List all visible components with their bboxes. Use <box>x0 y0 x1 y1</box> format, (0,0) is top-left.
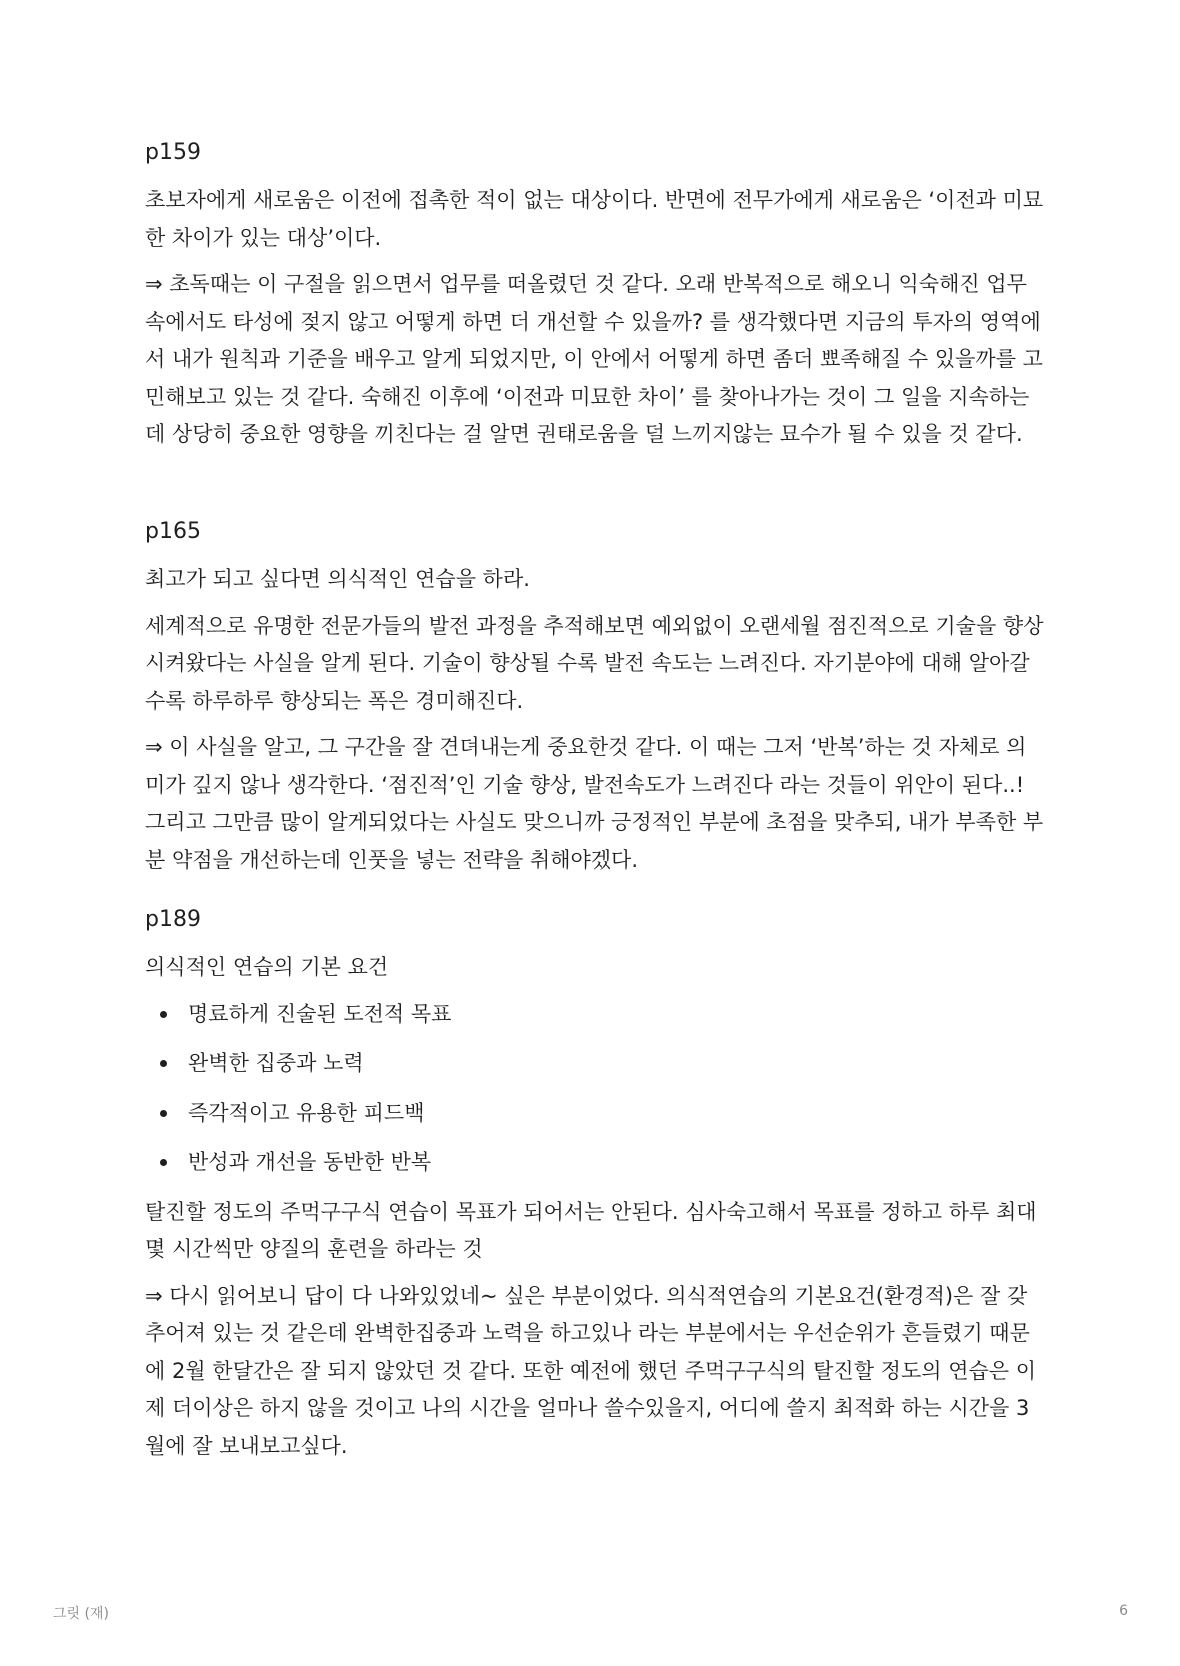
list-item-text: 완벽한 집중과 노력 <box>188 1051 364 1075</box>
list-intro: 의식적인 연습의 기본 요건 <box>145 955 389 979</box>
page-reference: p189 <box>145 907 201 932</box>
quote-paragraph: 탈진할 정도의 주먹구구식 연습이 목표가 되어서는 안된다. 심사숙고해서 목표를 정하고 하루 최대 몇 시간씩만 양질의 훈련을 하라는 것 <box>145 1199 1037 1261</box>
bullet-icon <box>160 1011 167 1018</box>
quote-paragraph: 초보자에게 새로움은 이전에 접촉한 적이 없는 대상이다. 반면에 전무가에게 새로움은 ‘이전과 미묘한 차이가 있는 대상’이다. <box>145 188 1044 250</box>
page-reference: p165 <box>145 519 201 544</box>
reflection-paragraph: ⇒ 이 사실을 알고, 그 구간을 잘 견뎌내는게 중요한것 같다. 이 때는 그저 ‘반복’하는 것 자체로 의미가 깊지 않나 생각한다. ‘점진적’인 기술 향상, 발전속도가 느려진다 라는 것들이 위안이 된다..! 그리고 그만큼 많이 알게되었다는 사실도 맞으니까 긍정적인 부분에 초점을 맞추되, 내가 부족한 부분 약점을 개선하는데 인풋을 넣는 전략을 취해야겠다. <box>145 735 1044 872</box>
list-item <box>145 1144 1045 1182</box>
page-reference: p159 <box>145 140 201 165</box>
reflection-paragraph: ⇒ 초독때는 이 구절을 읽으면서 업무를 떠올렸던 것 같다. 오래 반복적으로 해오니 익숙해진 업무 속에서도 타성에 젖지 않고 어떻게 하면 더 개선할 수 있을까? 를 생각했다면 지금의 투자의 영역에서 내가 원칙과 기준을 배우고 알게 되었지만, 이 안에서 어떻게 하면 좀더 뾰족해질 수 있을까를 고민해보고 있는 것 같다. 숙해진 이후에 ‘이전과 미묘한 차이’ 를 찾아나가는 것이 그 일을 지속하는데 상당히 중요한 영향을 끼친다는 걸 알면 권태로움을 덜 느끼지않는 묘수가 될 수 있을 것 같다. <box>145 272 1043 446</box>
reflection-paragraph: ⇒ 다시 읽어보니 답이 다 나와있었네~ 싶은 부분이었다. 의식적연습의 기본요건(환경적)은 잘 갖추어져 있는 것 같은데 완벽한집중과 노력을 하고있나 라는 부분에서는 우선순위가 흔들렸기 때문에 2월 한달간은 잘 되지 않았던 것 같다. 또한 예전에 했던 주먹구구식의 탈진할 정도의 연습은 이제 더이상은 하지 않을 것이고 나의 시간을 얼마나 쓸수있을지, 어디에 쓸지 최적화 하는 시간을 3월에 잘 보내보고싶다. <box>145 1283 1037 1458</box>
section-p165 <box>145 517 1045 888</box>
list-item <box>145 1095 1045 1133</box>
requirements-list <box>145 996 1045 1182</box>
section-p189 <box>145 905 1045 1474</box>
bullet-icon <box>160 1060 167 1067</box>
quote-paragraph: 세계적으로 유명한 전문가들의 발전 과정을 추적해보면 예외없이 오랜세월 점진적으로 기술을 향상시켜왔다는 사실을 알게 된다. 기술이 향상될 수록 발전 속도는 느려진다. 자기분야에 대해 알아갈수록 하루하루 향상되는 폭은 경미해진다. <box>145 613 1044 713</box>
bullet-icon <box>160 1159 167 1166</box>
footer-page-number: 6 <box>1119 1603 1128 1619</box>
list-item-text: 반성과 개선을 동반한 반복 <box>188 1150 432 1174</box>
list-item-text: 명료하게 진술된 도전적 목표 <box>188 1001 452 1026</box>
section-p159 <box>145 138 1045 463</box>
footer-document-title: 그릿 (재) <box>53 1606 109 1622</box>
list-item <box>145 996 1045 1034</box>
bullet-icon <box>160 1110 167 1117</box>
list-item <box>145 1045 1045 1083</box>
list-item-text: 즉각적이고 유용한 피드백 <box>188 1100 425 1125</box>
heading-paragraph: 최고가 되고 싶다면 의식적인 연습을 하라. <box>145 567 530 591</box>
